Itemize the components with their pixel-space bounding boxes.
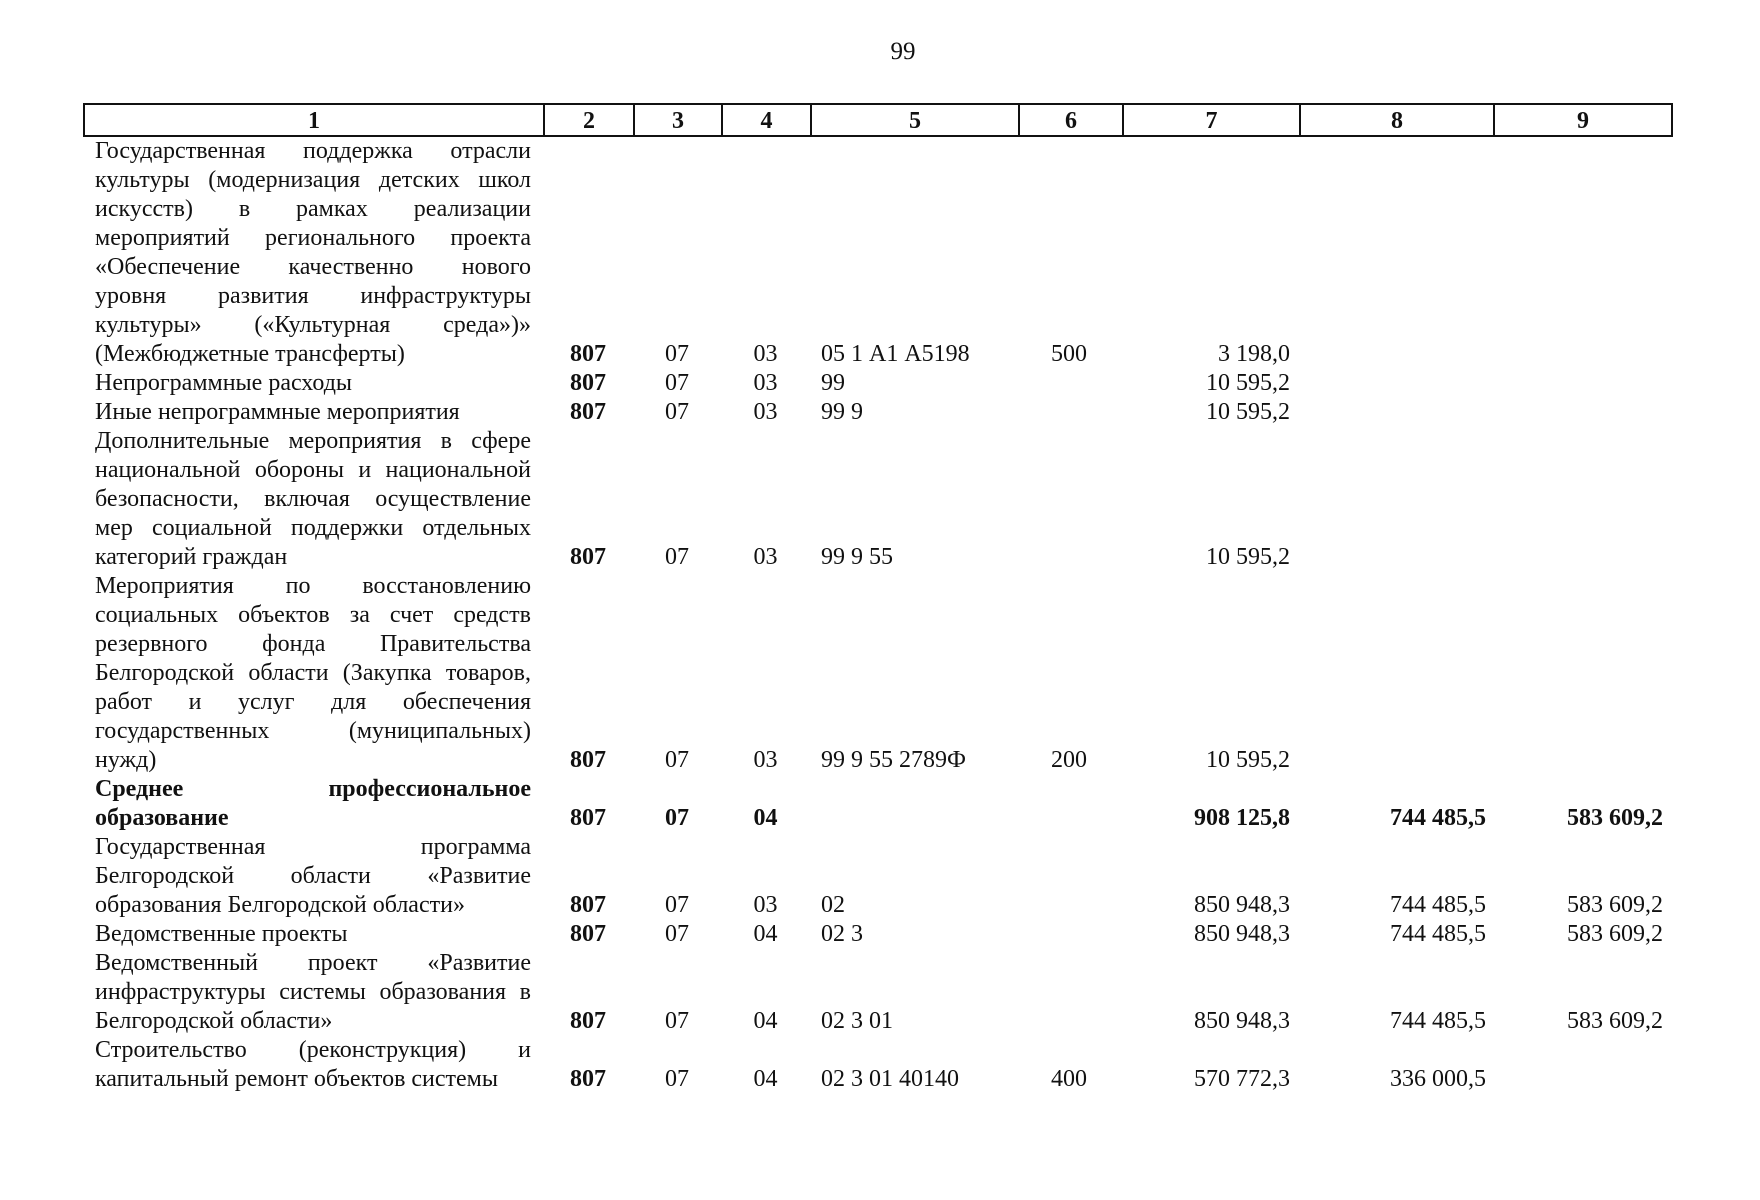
column-header-7: 7 [1123, 104, 1300, 136]
row-description [95, 427, 531, 572]
target-article-cell: 05 1 А1 А5198 [821, 341, 970, 367]
expense-type-cell [1016, 891, 1122, 920]
amount-col7-cell: 850 948,3 [1194, 1008, 1290, 1034]
expense-type-cell: 500 [1051, 341, 1087, 367]
description-line: Среднее профессиональное [95, 776, 531, 802]
ministry-code-cell: 807 [570, 544, 606, 570]
row-description [95, 572, 531, 775]
section-cell: 07 [665, 370, 689, 396]
description-line: «Обеспечение качественно нового [95, 254, 531, 280]
description-line: национальной обороны и национальной [95, 457, 531, 483]
amount-col7-cell: 570 772,3 [1194, 1066, 1290, 1092]
description-line: Мероприятия по восстановлению [95, 573, 531, 599]
column-header-9: 9 [1494, 104, 1672, 136]
amount-col7-cell: 10 595,2 [1206, 544, 1290, 570]
description-line: Ведомственный проект «Развитие [95, 950, 531, 976]
description-line: нужд) [95, 747, 157, 773]
subsection-cell: 03 [753, 544, 778, 570]
subsection-cell: 03 [753, 892, 778, 918]
target-article-cell: 02 3 01 40140 [821, 1066, 959, 1092]
section-cell: 07 [665, 892, 689, 918]
description-line: Белгородской области «Развитие [95, 863, 531, 889]
column-header-6: 6 [1019, 104, 1123, 136]
ministry-code-cell: 807 [570, 370, 606, 396]
section-cell: 07 [665, 1066, 689, 1092]
table-row [0, 369, 1760, 398]
amount-col9-cell [1490, 398, 1663, 427]
description-line: Иные непрограммные мероприятия [95, 399, 460, 425]
description-line: мероприятий регионального проекта [95, 225, 531, 251]
amount-col9-cell [1490, 1065, 1663, 1094]
amount-col8-cell: 744 485,5 [1390, 921, 1486, 947]
amount-col8-cell [1298, 340, 1486, 369]
row-description [95, 1036, 531, 1094]
amount-col8-cell: 336 000,5 [1390, 1066, 1486, 1092]
amount-col7-cell: 10 595,2 [1206, 747, 1290, 773]
section-cell: 07 [665, 921, 689, 947]
amount-col8-cell [1298, 398, 1486, 427]
target-article-cell: 02 [821, 892, 845, 918]
description-line: резервного фонда Правительства [95, 631, 531, 657]
description-line: инфраструктуры системы образования в [95, 979, 531, 1005]
subsection-cell: 03 [753, 341, 778, 367]
table-row [0, 1036, 1760, 1094]
column-header-2: 2 [544, 104, 634, 136]
description-line: мер социальной поддержки отдельных [95, 515, 531, 541]
table-row [0, 775, 1760, 833]
expense-type-cell: 400 [1051, 1066, 1087, 1092]
amount-col8-cell [1298, 746, 1486, 775]
section-cell: 07 [665, 805, 689, 831]
subsection-cell: 04 [753, 921, 778, 947]
target-article-cell: 02 3 [821, 921, 863, 947]
description-line: образования Белгородской области» [95, 892, 465, 918]
section-cell: 07 [665, 341, 689, 367]
amount-col9-cell: 583 609,2 [1567, 921, 1663, 947]
row-description [95, 369, 531, 398]
row-description [95, 949, 531, 1036]
column-header-4: 4 [722, 104, 811, 136]
description-line: уровня развития инфраструктуры [95, 283, 531, 309]
description-line: образование [95, 805, 229, 831]
description-line: Ведомственные проекты [95, 921, 348, 947]
ministry-code-cell: 807 [570, 747, 606, 773]
amount-col9-cell [1490, 543, 1663, 572]
column-header-1: 1 [84, 104, 544, 136]
table-row [0, 949, 1760, 1036]
amount-col9-cell: 583 609,2 [1567, 1008, 1663, 1034]
section-cell: 07 [665, 1008, 689, 1034]
amount-col9-cell: 583 609,2 [1567, 805, 1663, 831]
expense-type-cell [1016, 804, 1122, 833]
section-cell: 07 [665, 747, 689, 773]
target-article-cell: 99 [821, 370, 845, 396]
page-number: 99 [890, 38, 916, 65]
amount-col9-cell [1490, 369, 1663, 398]
description-line: государственных (муниципальных) [95, 718, 531, 744]
amount-col8-cell [1298, 369, 1486, 398]
table-row [0, 398, 1760, 427]
description-line: безопасности, включая осуществление [95, 486, 531, 512]
subsection-cell: 03 [753, 747, 778, 773]
ministry-code-cell: 807 [570, 1008, 606, 1034]
amount-col9-cell [1490, 340, 1663, 369]
amount-col8-cell: 744 485,5 [1390, 1008, 1486, 1034]
amount-col7-cell: 850 948,3 [1194, 892, 1290, 918]
row-description [95, 137, 531, 369]
expense-type-cell: 200 [1051, 747, 1087, 773]
expense-type-cell [1016, 398, 1122, 427]
description-line: социальных объектов за счет средств [95, 602, 531, 628]
description-line: Государственная программа [95, 834, 531, 860]
table-row [0, 572, 1760, 775]
description-line: Государственная поддержка отрасли [95, 138, 531, 164]
description-line: категорий граждан [95, 544, 288, 570]
amount-col9-cell: 583 609,2 [1567, 892, 1663, 918]
table-row [0, 920, 1760, 949]
expense-type-cell [1016, 920, 1122, 949]
expense-type-cell [1016, 1007, 1122, 1036]
table-row [0, 833, 1760, 920]
target-article-cell [821, 804, 1016, 833]
subsection-cell: 04 [753, 1008, 778, 1034]
table-header [83, 103, 1673, 137]
description-line: капитальный ремонт объектов системы [95, 1066, 498, 1092]
description-line: (Межбюджетные трансферты) [95, 341, 405, 367]
target-article-cell: 99 9 55 [821, 544, 893, 570]
expense-type-cell [1016, 543, 1122, 572]
target-article-cell: 99 9 [821, 399, 863, 425]
amount-col8-cell: 744 485,5 [1390, 805, 1486, 831]
subsection-cell: 04 [753, 1066, 778, 1092]
subsection-cell: 03 [753, 399, 778, 425]
column-header-5: 5 [811, 104, 1019, 136]
amount-col7-cell: 10 595,2 [1206, 399, 1290, 425]
table-row [0, 427, 1760, 572]
column-header-8: 8 [1300, 104, 1494, 136]
row-description [95, 920, 531, 949]
column-header-3: 3 [634, 104, 722, 136]
description-line: Непрограммные расходы [95, 370, 353, 396]
amount-col9-cell [1490, 746, 1663, 775]
description-line: Дополнительные мероприятия в сфере [95, 428, 531, 454]
amount-col7-cell: 908 125,8 [1194, 805, 1290, 831]
target-article-cell: 99 9 55 2789Ф [821, 747, 966, 773]
description-line: культуры» («Культурная среда»)» [95, 312, 531, 338]
section-cell: 07 [665, 544, 689, 570]
description-line: Белгородской области (Закупка товаров, [95, 660, 531, 686]
amount-col7-cell: 10 595,2 [1206, 370, 1290, 396]
ministry-code-cell: 807 [570, 1066, 606, 1092]
amount-col8-cell: 744 485,5 [1390, 892, 1486, 918]
subsection-cell: 04 [753, 805, 778, 831]
ministry-code-cell: 807 [570, 921, 606, 947]
description-line: работ и услуг для обеспечения [95, 689, 531, 715]
expense-type-cell [1016, 369, 1122, 398]
description-line: Строительство (реконструкция) и [95, 1037, 531, 1063]
amount-col7-cell: 850 948,3 [1194, 921, 1290, 947]
table-row [0, 137, 1760, 369]
amount-col7-cell: 3 198,0 [1218, 341, 1290, 367]
subsection-cell: 03 [753, 370, 778, 396]
row-description [95, 833, 531, 920]
table-body [0, 137, 1760, 1094]
ministry-code-cell: 807 [570, 399, 606, 425]
amount-col8-cell [1298, 543, 1486, 572]
ministry-code-cell: 807 [570, 805, 606, 831]
row-description [95, 398, 531, 427]
row-description [95, 775, 531, 833]
target-article-cell: 02 3 01 [821, 1008, 893, 1034]
ministry-code-cell: 807 [570, 341, 606, 367]
ministry-code-cell: 807 [570, 892, 606, 918]
description-line: культуры (модернизация детских школ [95, 167, 531, 193]
section-cell: 07 [665, 399, 689, 425]
description-line: искусств) в рамках реализации [95, 196, 531, 222]
description-line: Белгородской области» [95, 1008, 333, 1034]
